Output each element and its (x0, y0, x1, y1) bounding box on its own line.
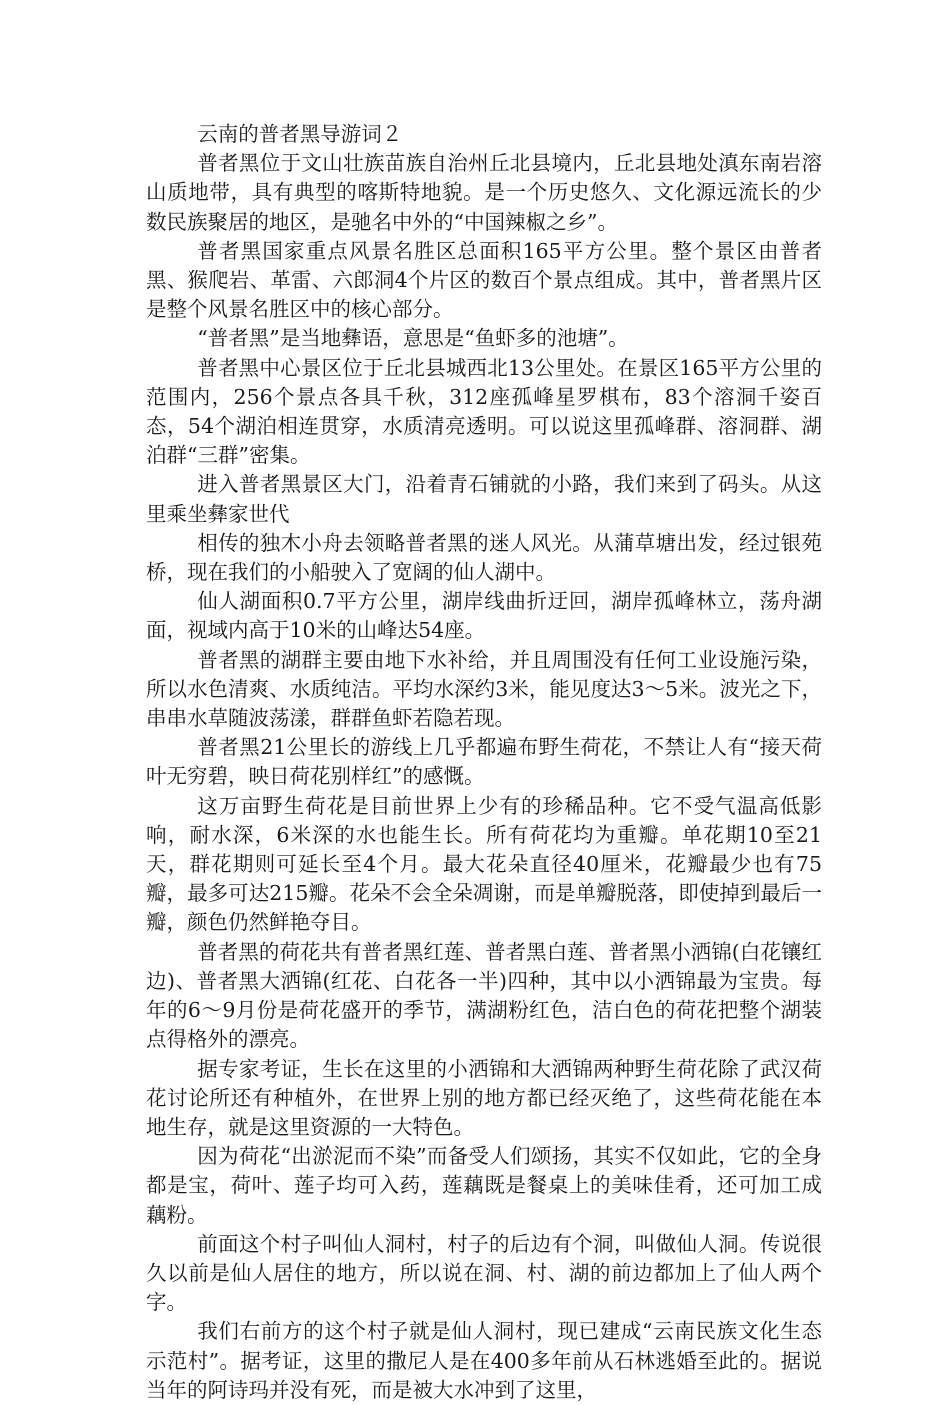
paragraph-12: 据专家考证，生长在这里的小洒锦和大洒锦两种野生荷花除了武汉荷花讨论所还有种植外，在世界上别的地方都已经灭绝了，这些荷花能在本地生存，就是这里资源的一大特色。 (146, 1056, 822, 1139)
paragraph-4: 普者黑中心景区位于丘北县城西北13公里处。在景区165平方公里的范围内，256个景点各具千秋，312座孤峰星罗棋布，83个溶洞千姿百态，54个湖泊相连贯穿，水质清亮透明。可以说这里孤峰群、溶洞群、湖泊群“三群”密集。 (146, 355, 822, 468)
paragraph-8: 普者黑的湖群主要由地下水补给，并且周围没有任何工业设施污染，所以水色清爽、水质纯洁。平均水深约3米，能见度达3～5米。波光之下，串串水草随波荡漾，群群鱼虾若隐若现。 (146, 647, 822, 731)
document-page (146, 120, 822, 1405)
paragraph-13: 因为荷花“出淤泥而不染”而备受人们颂扬，其实不仅如此，它的全身都是宝，荷叶、莲子均可入药，莲藕既是餐桌上的美味佳肴，还可加工成藕粉。 (146, 1144, 822, 1227)
paragraph-10: 这万亩野生荷花是目前世界上少有的珍稀品种。它不受气温高低影响，耐水深，6米深的水也能生长。所有荷花均为重瓣。单花期10至21天，群花期则可延长至4个月。最大花朵直径40厘米，花瓣最少也有75瓣，最多可达215瓣。花朵不会全朵凋谢，而是单瓣脱落，即使掉到最后一瓣，颜色仍然鲜艳夺目。 (146, 793, 822, 935)
paragraph-1: 普者黑位于文山壮族苗族自治州丘北县境内，丘北县地处滇东南岩溶山质地带，具有典型的喀斯特地貌。是一个历史悠久、文化源远流长的少数民族聚居的地区，是驰名中外的“中国辣椒之乡”。 (146, 151, 822, 234)
paragraph-6: 相传的独木小舟去领略普者黑的迷人风光。从蒲草塘出发，经过银苑桥，现在我们的小船驶入了宽阔的仙人湖中。 (146, 530, 822, 585)
paragraph-5: 进入普者黑景区大门，沿着青石铺就的小路，我们来到了码头。从这里乘坐彝家世代 (146, 472, 822, 526)
paragraph-14: 前面这个村子叫仙人洞村，村子的后边有个洞，叫做仙人洞。传说很久以前是仙人居住的地方，所以说在洞、村、湖的前边都加上了仙人两个字。 (146, 1231, 822, 1315)
document-title: 云南的普者黑导游词２ (197, 122, 403, 146)
paragraph-2: 普者黑国家重点风景名胜区总面积165平方公里。整个景区由普者黑、猴爬岩、革雷、六郎洞4个片区的数百个景点组成。其中，普者黑片区是整个风景名胜区中的核心部分。 (146, 238, 822, 322)
paragraph-7: 仙人湖面积0.7平方公里，湖岸线曲折迂回，湖岸孤峰林立，荡舟湖面，视域内高于10米的山峰达54座。 (146, 589, 822, 643)
paragraph-3: “普者黑”是当地彝语，意思是“鱼虾多的池塘”。 (197, 326, 629, 351)
paragraph-15: 我们右前方的这个村子就是仙人洞村，现已建成“云南民族文化生态示范村”。据考证，这里的撒尼人是在400多年前从石林逃婚至此的。据说当年的阿诗玛并没有死，而是被大水冲到了这里， (146, 1319, 822, 1402)
paragraph-9: 普者黑21公里长的游线上几乎都遍布野生荷花，不禁让人有“接天荷叶无穷碧，映日荷花别样红”的感慨。 (146, 735, 822, 789)
paragraph-11: 普者黑的荷花共有普者黑红莲、普者黑白莲、普者黑小洒锦(白花镶红边)、普者黑大洒锦(红花、白花各一半)四种，其中以小洒锦最为宝贵。每年的6～9月份是荷花盛开的季节，满湖粉红色，洁白色的荷花把整个湖装点得格外的漂亮。 (146, 939, 822, 1052)
